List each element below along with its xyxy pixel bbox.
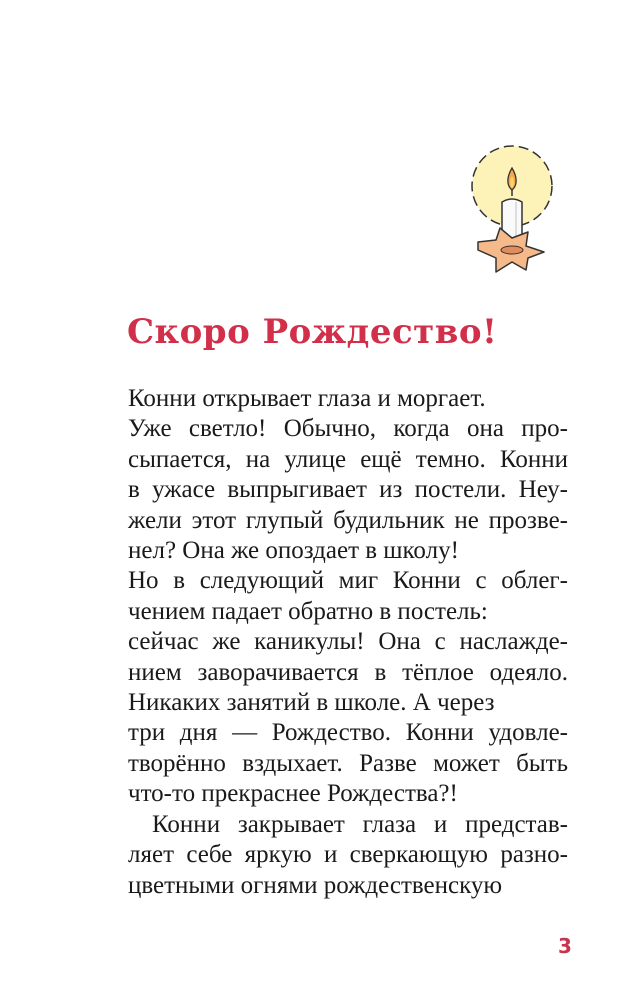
text-line: цветными огнями рождественскую [128,871,503,899]
text-line: Никаких занятий в школе. А через [128,689,495,717]
text-line: сыпается, на улице ещё темно. Конни [128,445,568,473]
page-number: 3 [558,934,572,958]
text-line: в ужасе выпрыгивает из постели. Неу- [128,476,568,504]
candle-illustration-icon [462,138,562,278]
text-line: творённо вздыхает. Разве может быть [128,749,568,777]
text-line: три дня — Рождество. Конни удовле- [128,719,568,747]
paragraph-2 [128,566,568,809]
chapter-body [128,384,568,901]
text-line: Уже светло! Обычно, когда она про- [128,415,568,443]
chapter-title: Скоро Рождество! [127,312,498,352]
text-line: нием заворачивается в тёплое одеяло. [128,658,568,686]
text-line: что-то прекраснее Рождества?! [128,780,458,808]
text-line: нел? Она же опоздает в школу! [128,537,459,565]
paragraph-1 [128,384,568,566]
text-line: Но в следующий миг Конни с облег- [128,567,568,595]
paragraph-3 [128,810,568,901]
text-line: чением падает обратно в постель: [128,597,488,625]
text-line: Конни открывает глаза и моргает. [128,385,486,412]
text-line: жели этот глупый будильник не прозве- [128,506,568,534]
text-line: ляет себе яркую и сверкающую разно- [128,841,568,869]
text-line: сейчас же каникулы! Она с наслажде- [128,628,568,656]
text-line: Конни закрывает глаза и представ- [152,810,568,838]
